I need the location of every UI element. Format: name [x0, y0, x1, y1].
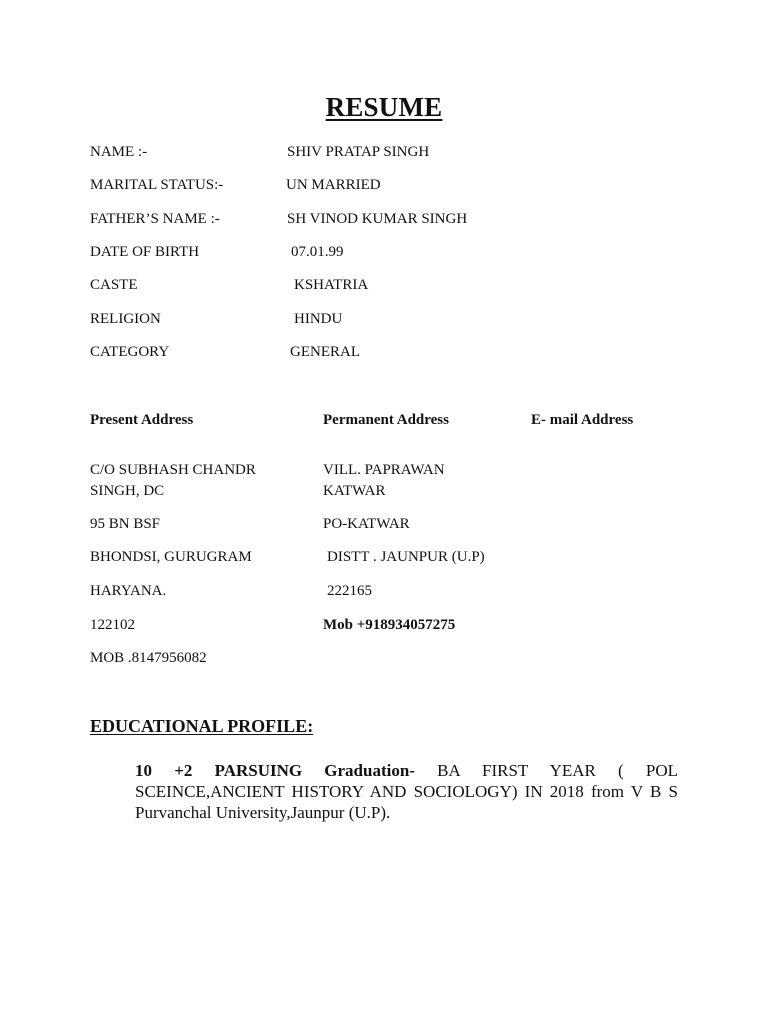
education-lead: 10 +2 PARSUING Graduation- [135, 761, 415, 780]
educational-profile-text [135, 760, 678, 823]
date-of-birth-label: DATE OF BIRTH [90, 244, 200, 260]
present-mobile: MOB .8147956082 [90, 650, 207, 666]
fathers-name-label: FATHER’S NAME :- [90, 211, 220, 227]
permanent-mobile: Mob +918934057275 [323, 617, 456, 633]
resume-title: RESUME [325, 92, 443, 122]
permanent-address-line: DISTT . JAUNPUR (U.P) [327, 549, 485, 565]
permanent-address-heading: Permanent Address [323, 412, 449, 428]
name-value: SHIV PRATAP SINGH [287, 144, 430, 160]
religion-label: RELIGION [90, 311, 161, 327]
present-address-line: SINGH, DC [90, 483, 165, 499]
present-address-line: BHONDSI, GURUGRAM [90, 549, 252, 565]
permanent-pincode: 222165 [327, 583, 372, 599]
present-pincode: 122102 [90, 617, 135, 633]
marital-status-value: UN MARRIED [286, 177, 381, 193]
permanent-address-line: KATWAR [323, 483, 386, 499]
present-address-line: 95 BN BSF [90, 516, 161, 532]
present-address-line: C/O SUBHASH CHANDR [90, 462, 256, 478]
fathers-name-value: SH VINOD KUMAR SINGH [287, 211, 468, 227]
educational-profile-heading: EDUCATIONAL PROFILE: [90, 716, 314, 736]
present-address-line: HARYANA. [90, 583, 167, 599]
category-label: CATEGORY [90, 344, 170, 360]
category-value: GENERAL [290, 344, 360, 360]
permanent-address-line: VILL. PAPRAWAN [323, 462, 445, 478]
caste-label: CASTE [90, 277, 138, 293]
permanent-address-line: PO-KATWAR [323, 516, 410, 532]
marital-status-label: MARITAL STATUS:- [90, 177, 224, 193]
date-of-birth-value: 07.01.99 [291, 244, 344, 260]
religion-value: HINDU [294, 311, 343, 327]
education-details: BA FIRST YEAR ( POL SCEINCE,ANCIENT HISTORY AND SOCIOLOGY) IN 2018 from V B S Purvanchal University,Jaunpur (U.P). [135, 761, 679, 822]
email-address-heading: E- mail Address [531, 412, 634, 428]
caste-value: KSHATRIA [294, 277, 369, 293]
name-label: NAME :- [90, 144, 148, 160]
present-address-heading: Present Address [90, 412, 194, 428]
